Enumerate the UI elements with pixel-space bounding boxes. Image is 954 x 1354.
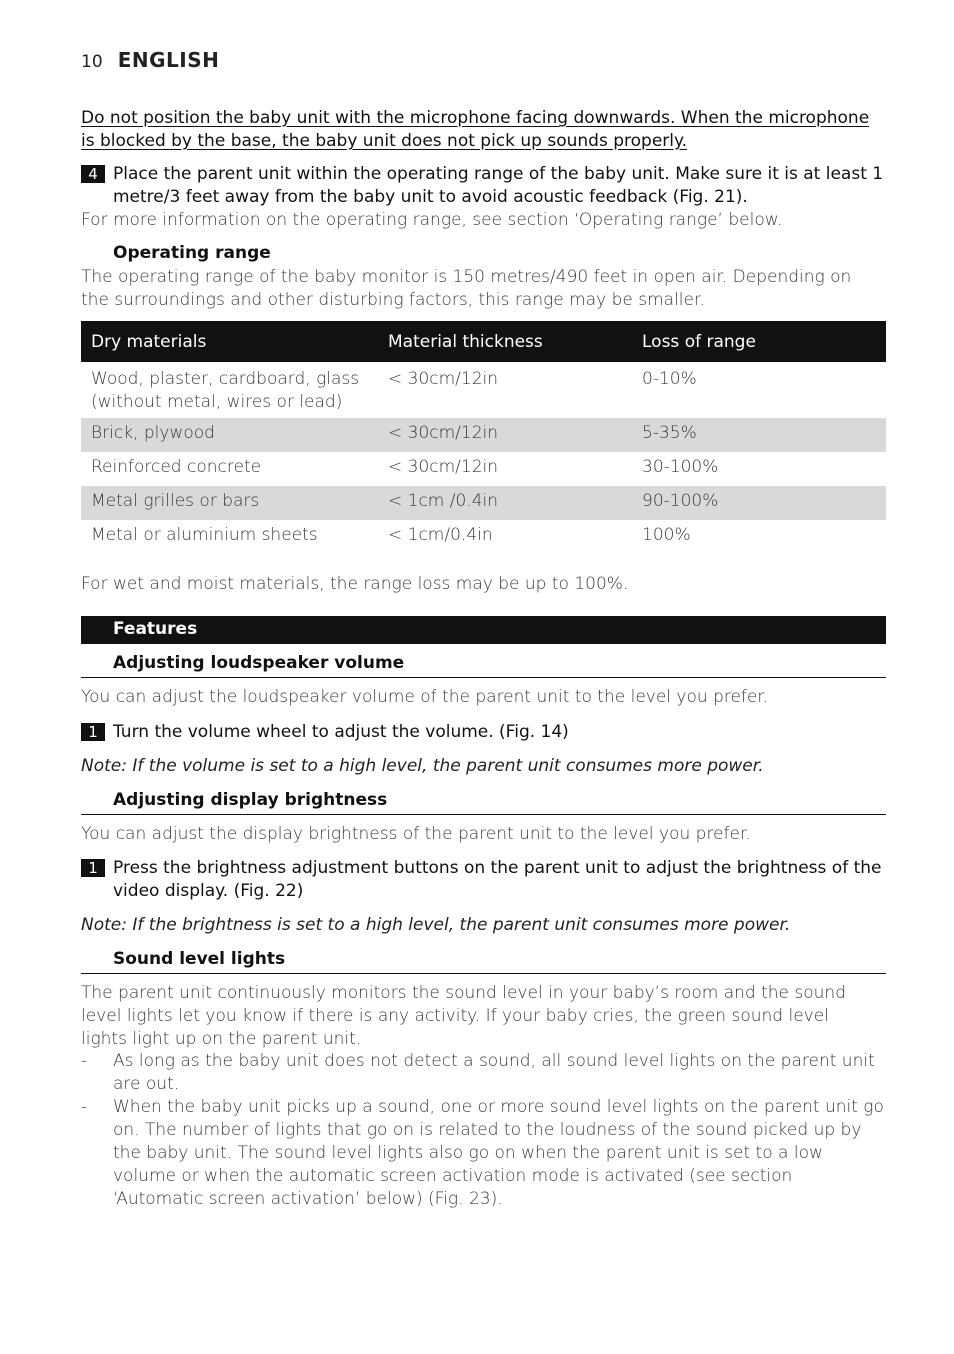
list-item — [81, 1050, 886, 1096]
features-heading: Features — [113, 619, 198, 639]
list-item — [81, 1096, 886, 1212]
table-cell: Wood, plaster, cardboard, glass (without metal, wires or lead) — [91, 369, 360, 412]
loudspeaker-note: Note: If the volume is set to a high level, the parent unit consumes more power. — [81, 756, 764, 776]
table-cell: Brick, plywood — [81, 418, 378, 452]
column-header-dry-materials: Dry materials — [81, 321, 378, 362]
warning-text: Do not position the baby unit with the microphone facing downwards. When the microphone is blocked by the base, the baby unit does not pick up sounds properly. — [81, 108, 870, 151]
step-4 — [81, 163, 886, 209]
table-cell: Metal grilles or bars — [81, 486, 378, 520]
operating-range-heading: Operating range — [113, 243, 271, 263]
list-dash: - — [81, 1051, 88, 1071]
loudspeaker-step-1 — [81, 721, 886, 745]
brightness-note: Note: If the brightness is set to a high level, the parent unit consumes more power. — [81, 915, 791, 935]
table-cell: 30-100% — [642, 457, 719, 477]
table-row — [81, 418, 886, 452]
brightness-step-text: Press the brightness adjustment buttons on the parent unit to adjust the brightness of the video display. (Fig. 22) — [113, 858, 882, 901]
table-cell: < 1cm /0.4in — [378, 486, 632, 520]
loudspeaker-heading-bar — [81, 653, 886, 678]
language-heading: ENGLISH — [117, 48, 220, 72]
table-cell: 5-35% — [632, 418, 886, 452]
step-4-text: Place the parent unit within the operating range of the baby unit. Make sure it is at least 1 metre/3 feet away from the baby unit to avoid acoustic feedback (Fig. 21). — [113, 164, 884, 207]
table-cell: < 30cm/12in — [388, 457, 499, 477]
table-cell: < 30cm/12in — [388, 369, 499, 389]
table-cell: 100% — [642, 525, 691, 545]
table-cell: Reinforced concrete — [91, 457, 262, 477]
sound-lights-intro: The parent unit continuously monitors the sound level in your baby’s room and the sound level lights let you know if there is any activity. If your baby cries, the green sound level lights light up on the parent unit. — [81, 983, 846, 1049]
wet-materials-note: For wet and moist materials, the range loss may be up to 100%. — [81, 574, 629, 594]
column-header-material-thickness: Material thickness — [378, 321, 632, 362]
table-row — [81, 486, 886, 520]
loudspeaker-step-text: Turn the volume wheel to adjust the volume. (Fig. 14) — [113, 722, 569, 742]
table-cell: < 30cm/12in — [378, 418, 632, 452]
page-header — [81, 48, 219, 72]
list-item-text: When the baby unit picks up a sound, one or more sound level lights on the parent unit go on. The number of lights that go on is related to the loudness of the sound picked up by the baby unit. The sound level lights also go on when the parent unit is set to a low volume or when the automatic screen activation mode is activated (see section ‘Automatic screen activation’ below) (Fig. 23). — [113, 1097, 884, 1209]
brightness-heading: Adjusting display brightness — [113, 790, 388, 810]
table-cell: 0-10% — [642, 369, 697, 389]
range-table — [81, 321, 886, 554]
table-cell: < 1cm/0.4in — [388, 525, 493, 545]
step-number-badge: 1 — [81, 723, 105, 741]
step-number-badge: 1 — [81, 859, 105, 877]
operating-range-intro: The operating range of the baby monitor is 150 metres/490 feet in open air. Depending on the surroundings and other disturbing factors, this range may be smaller. — [81, 267, 852, 310]
more-info-text: For more information on the operating range, see section ‘Operating range’ below. — [81, 210, 783, 230]
brightness-intro: You can adjust the display brightness of the parent unit to the level you prefer. — [81, 824, 751, 844]
table-header-row — [81, 321, 886, 362]
page-number: 10 — [81, 52, 103, 72]
list-dash: - — [81, 1097, 88, 1117]
column-header-loss-of-range: Loss of range — [632, 321, 886, 362]
table-cell: Metal or aluminium sheets — [91, 525, 318, 545]
table-row — [81, 520, 886, 554]
features-section-bar — [81, 616, 886, 644]
loudspeaker-heading: Adjusting loudspeaker volume — [113, 653, 405, 673]
sound-lights-heading-bar — [81, 949, 886, 974]
table-row — [81, 362, 886, 418]
list-item-text: As long as the baby unit does not detect a sound, all sound level lights on the parent unit are out. — [113, 1051, 875, 1094]
step-number-badge: 4 — [81, 165, 105, 183]
range-table-wrapper — [81, 321, 886, 554]
loudspeaker-intro: You can adjust the loudspeaker volume of the parent unit to the level you prefer. — [81, 687, 769, 707]
brightness-step-1 — [81, 857, 886, 903]
brightness-heading-bar — [81, 790, 886, 815]
table-row — [81, 452, 886, 486]
table-cell: 90-100% — [632, 486, 886, 520]
sound-lights-heading: Sound level lights — [113, 949, 286, 969]
